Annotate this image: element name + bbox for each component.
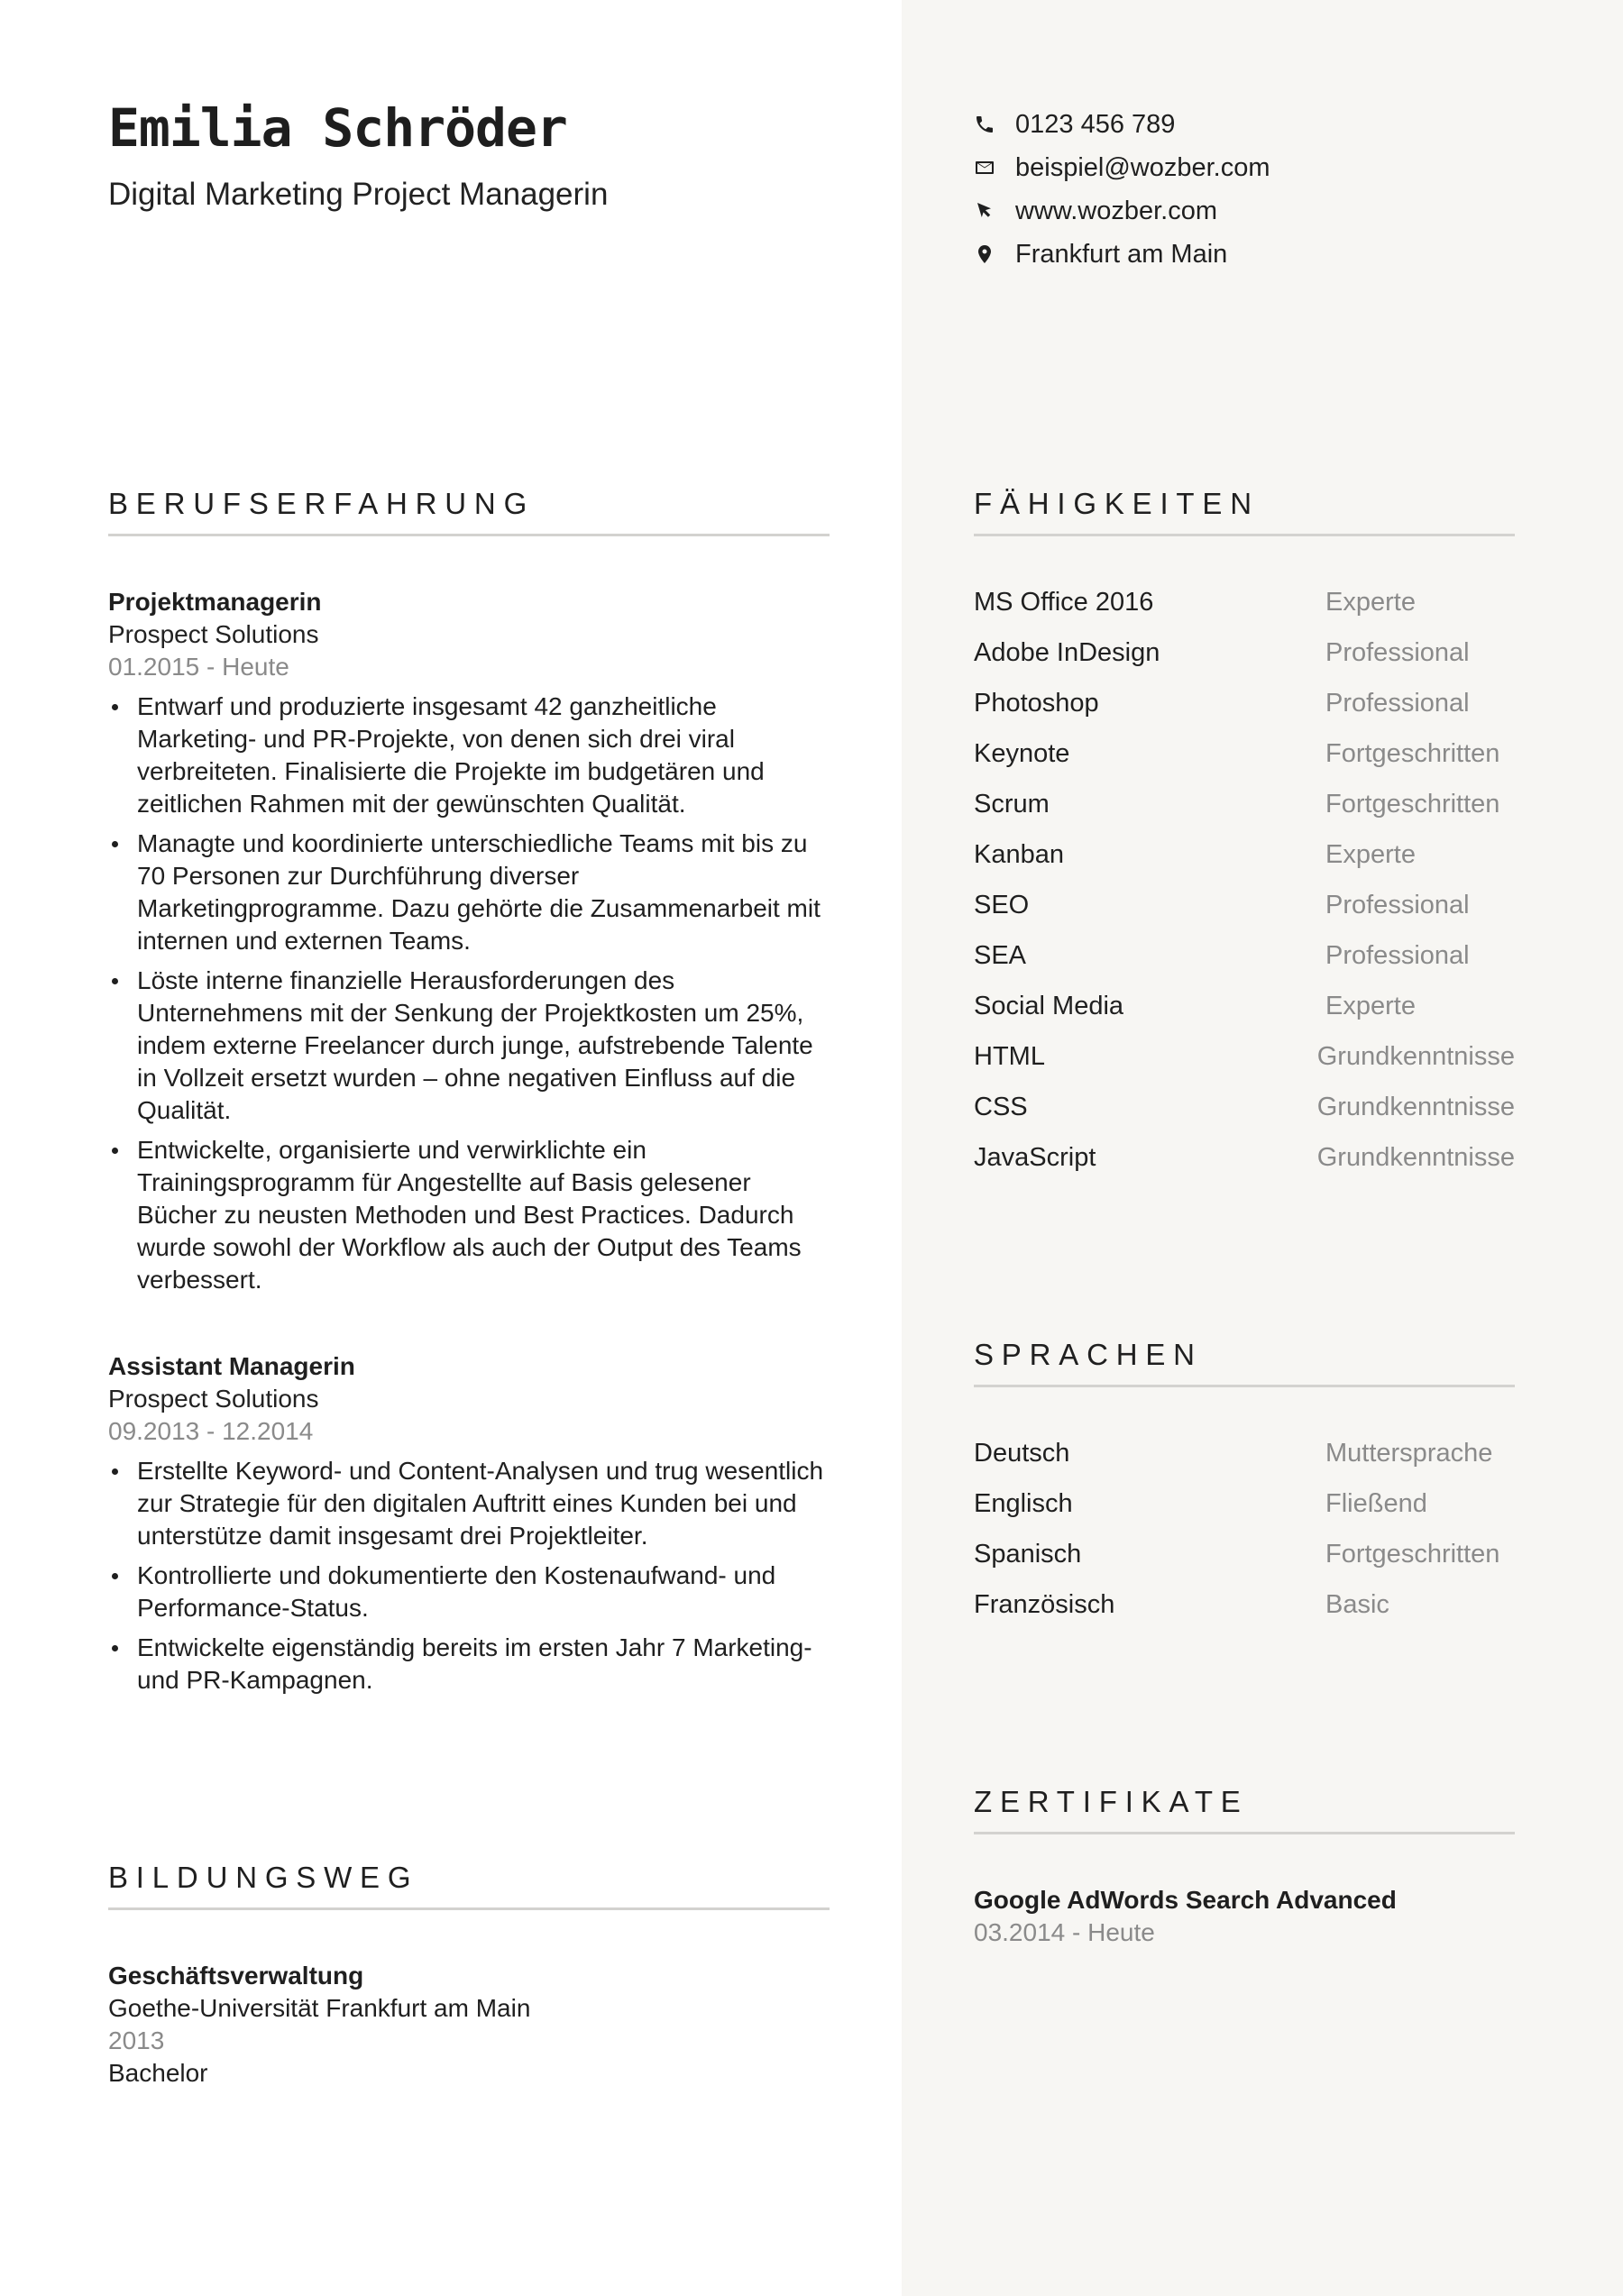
job-bullet: Entwickelte eigenständig bereits im ersten Jahr 7 Marketing- und PR-Kampagnen.	[108, 1632, 830, 1697]
contact-location	[974, 233, 1551, 276]
skill-row	[974, 981, 1515, 1031]
phone-icon	[974, 114, 995, 135]
language-row	[974, 1428, 1515, 1478]
contact-location-value: Frankfurt am Main	[1015, 239, 1228, 269]
skill-row	[974, 930, 1515, 981]
language-level: Muttersprache	[1325, 1438, 1493, 1468]
job-company: Prospect Solutions	[108, 620, 319, 648]
language-level: Basic	[1325, 1589, 1389, 1619]
contact-email	[974, 146, 1551, 189]
contact-website	[974, 189, 1551, 233]
contact-website-value: www.wozber.com	[1015, 196, 1218, 225]
job-bullet: Entwarf und produzierte insgesamt 42 ganzheitliche Marketing- und PR-Projekte, von denen sich drei viral verbreiteten. Finalisierte die Projekte im budgetären und zeitlichen Rahmen mit der gewünschten Qualität.	[108, 691, 830, 820]
skill-name: Social Media	[974, 991, 1124, 1020]
language-name: Deutsch	[974, 1438, 1070, 1468]
education-entry	[108, 1960, 830, 2090]
certificate-entry	[974, 1884, 1551, 1949]
education-institution: Goethe-Universität Frankfurt am Main	[108, 1994, 531, 2022]
languages-heading: SPRACHEN	[974, 1338, 1203, 1371]
job-bullet-list	[108, 1455, 830, 1697]
skill-level: Grundkenntnisse	[1316, 1092, 1515, 1121]
skill-name: SEO	[974, 890, 1030, 919]
job-role: Assistant Managerin	[108, 1352, 355, 1380]
languages-list	[974, 1428, 1515, 1630]
language-level: Fließend	[1325, 1488, 1427, 1518]
skill-name: Adobe InDesign	[974, 637, 1160, 667]
skill-name: Scrum	[974, 789, 1050, 819]
skill-level: Fortgeschritten	[1325, 789, 1500, 819]
candidate-job-title: Digital Marketing Project Managerin	[108, 177, 609, 212]
language-row	[974, 1529, 1515, 1579]
skill-level: Experte	[1325, 839, 1416, 869]
skill-name: SEA	[974, 940, 1027, 970]
job-dates: 01.2015 - Heute	[108, 653, 289, 681]
skill-level: Experte	[1325, 991, 1416, 1020]
language-name: Englisch	[974, 1488, 1073, 1518]
skill-level: Professional	[1325, 890, 1470, 919]
job-bullet: Managte und koordinierte unterschiedliche Teams mit bis zu 70 Personen zur Durchführung diverser Marketingprogramme. Dazu gehörte die Zusammenarbeit mit internen und externen Teams.	[108, 828, 830, 957]
skill-row	[974, 779, 1515, 829]
skill-row	[974, 1031, 1515, 1082]
language-row	[974, 1579, 1515, 1630]
education-degree: Bachelor	[108, 2059, 208, 2087]
education-divider	[108, 1907, 830, 1910]
certificates-divider	[974, 1832, 1515, 1834]
skill-row	[974, 1132, 1515, 1183]
skill-row	[974, 829, 1515, 880]
language-name: Französisch	[974, 1589, 1115, 1619]
education-year: 2013	[108, 2026, 165, 2054]
contact-phone-value: 0123 456 789	[1015, 109, 1176, 139]
experience-heading: BERUFSERFAHRUNG	[108, 487, 536, 520]
skill-name: JavaScript	[974, 1142, 1096, 1172]
skill-name: Photoshop	[974, 688, 1099, 718]
skills-heading: FÄHIGKEITEN	[974, 487, 1260, 520]
contact-phone	[974, 103, 1551, 146]
language-level: Fortgeschritten	[1325, 1539, 1500, 1569]
job-bullet: Erstellte Keyword- und Content-Analysen und trug wesentlich zur Strategie für den digitalen Auftritt eines Kunden bei und unterstütze damit insgesamt drei Projektleiter.	[108, 1455, 830, 1552]
skill-level: Professional	[1325, 940, 1470, 970]
contact-list	[974, 103, 1551, 276]
experience-divider	[108, 534, 830, 536]
job-company: Prospect Solutions	[108, 1385, 319, 1413]
job-bullet: Kontrollierte und dokumentierte den Kostenaufwand- und Performance-Status.	[108, 1560, 830, 1624]
skill-level: Professional	[1325, 637, 1470, 667]
skill-row	[974, 880, 1515, 930]
language-row	[974, 1478, 1515, 1529]
skill-name: Keynote	[974, 738, 1070, 768]
skill-level: Professional	[1325, 688, 1470, 718]
skill-row	[974, 577, 1515, 627]
mail-icon	[974, 157, 995, 178]
job-dates: 09.2013 - 12.2014	[108, 1417, 314, 1445]
skill-name: CSS	[974, 1092, 1028, 1121]
language-name: Spanisch	[974, 1539, 1082, 1569]
skill-name: Kanban	[974, 839, 1064, 869]
candidate-name: Emilia Schröder	[108, 97, 567, 159]
skills-divider	[974, 534, 1515, 536]
languages-divider	[974, 1385, 1515, 1387]
skill-name: MS Office 2016	[974, 587, 1154, 617]
education-heading: BILDUNGSWEG	[108, 1861, 419, 1894]
certificate-dates: 03.2014 - Heute	[974, 1918, 1155, 1946]
skill-row	[974, 728, 1515, 779]
skill-level: Grundkenntnisse	[1316, 1142, 1515, 1172]
location-pin-icon	[974, 243, 995, 265]
contact-email-value: beispiel@wozber.com	[1015, 152, 1270, 182]
certificate-name: Google AdWords Search Advanced	[974, 1886, 1397, 1914]
skill-name: HTML	[974, 1041, 1045, 1071]
skill-row	[974, 627, 1515, 678]
certificates-heading: ZERTIFIKATE	[974, 1785, 1249, 1818]
skill-row	[974, 1082, 1515, 1132]
skill-row	[974, 678, 1515, 728]
education-field: Geschäftsverwaltung	[108, 1962, 364, 1990]
job-entry	[108, 586, 830, 1304]
skill-level: Experte	[1325, 587, 1416, 617]
job-bullet-list	[108, 691, 830, 1296]
skills-list	[974, 577, 1515, 1183]
skill-level: Fortgeschritten	[1325, 738, 1500, 768]
job-bullet: Löste interne finanzielle Herausforderungen des Unternehmens mit der Senkung der Projektkosten um 25%, indem externe Freelancer durch junge, aufstrebende Talente in Vollzeit ersetzt wurden – ohne negativen Einfluss auf die Qualität.	[108, 965, 830, 1127]
job-role: Projektmanagerin	[108, 588, 322, 616]
job-entry	[108, 1350, 830, 1704]
cursor-icon	[974, 200, 995, 222]
job-bullet: Entwickelte, organisierte und verwirklichte ein Trainingsprogramm für Angestellte auf Basis gelesener Bücher zu neusten Methoden und Best Practices. Dadurch wurde sowohl der Workflow als auch der Output des Teams verbessert.	[108, 1134, 830, 1296]
skill-level: Grundkenntnisse	[1316, 1041, 1515, 1071]
